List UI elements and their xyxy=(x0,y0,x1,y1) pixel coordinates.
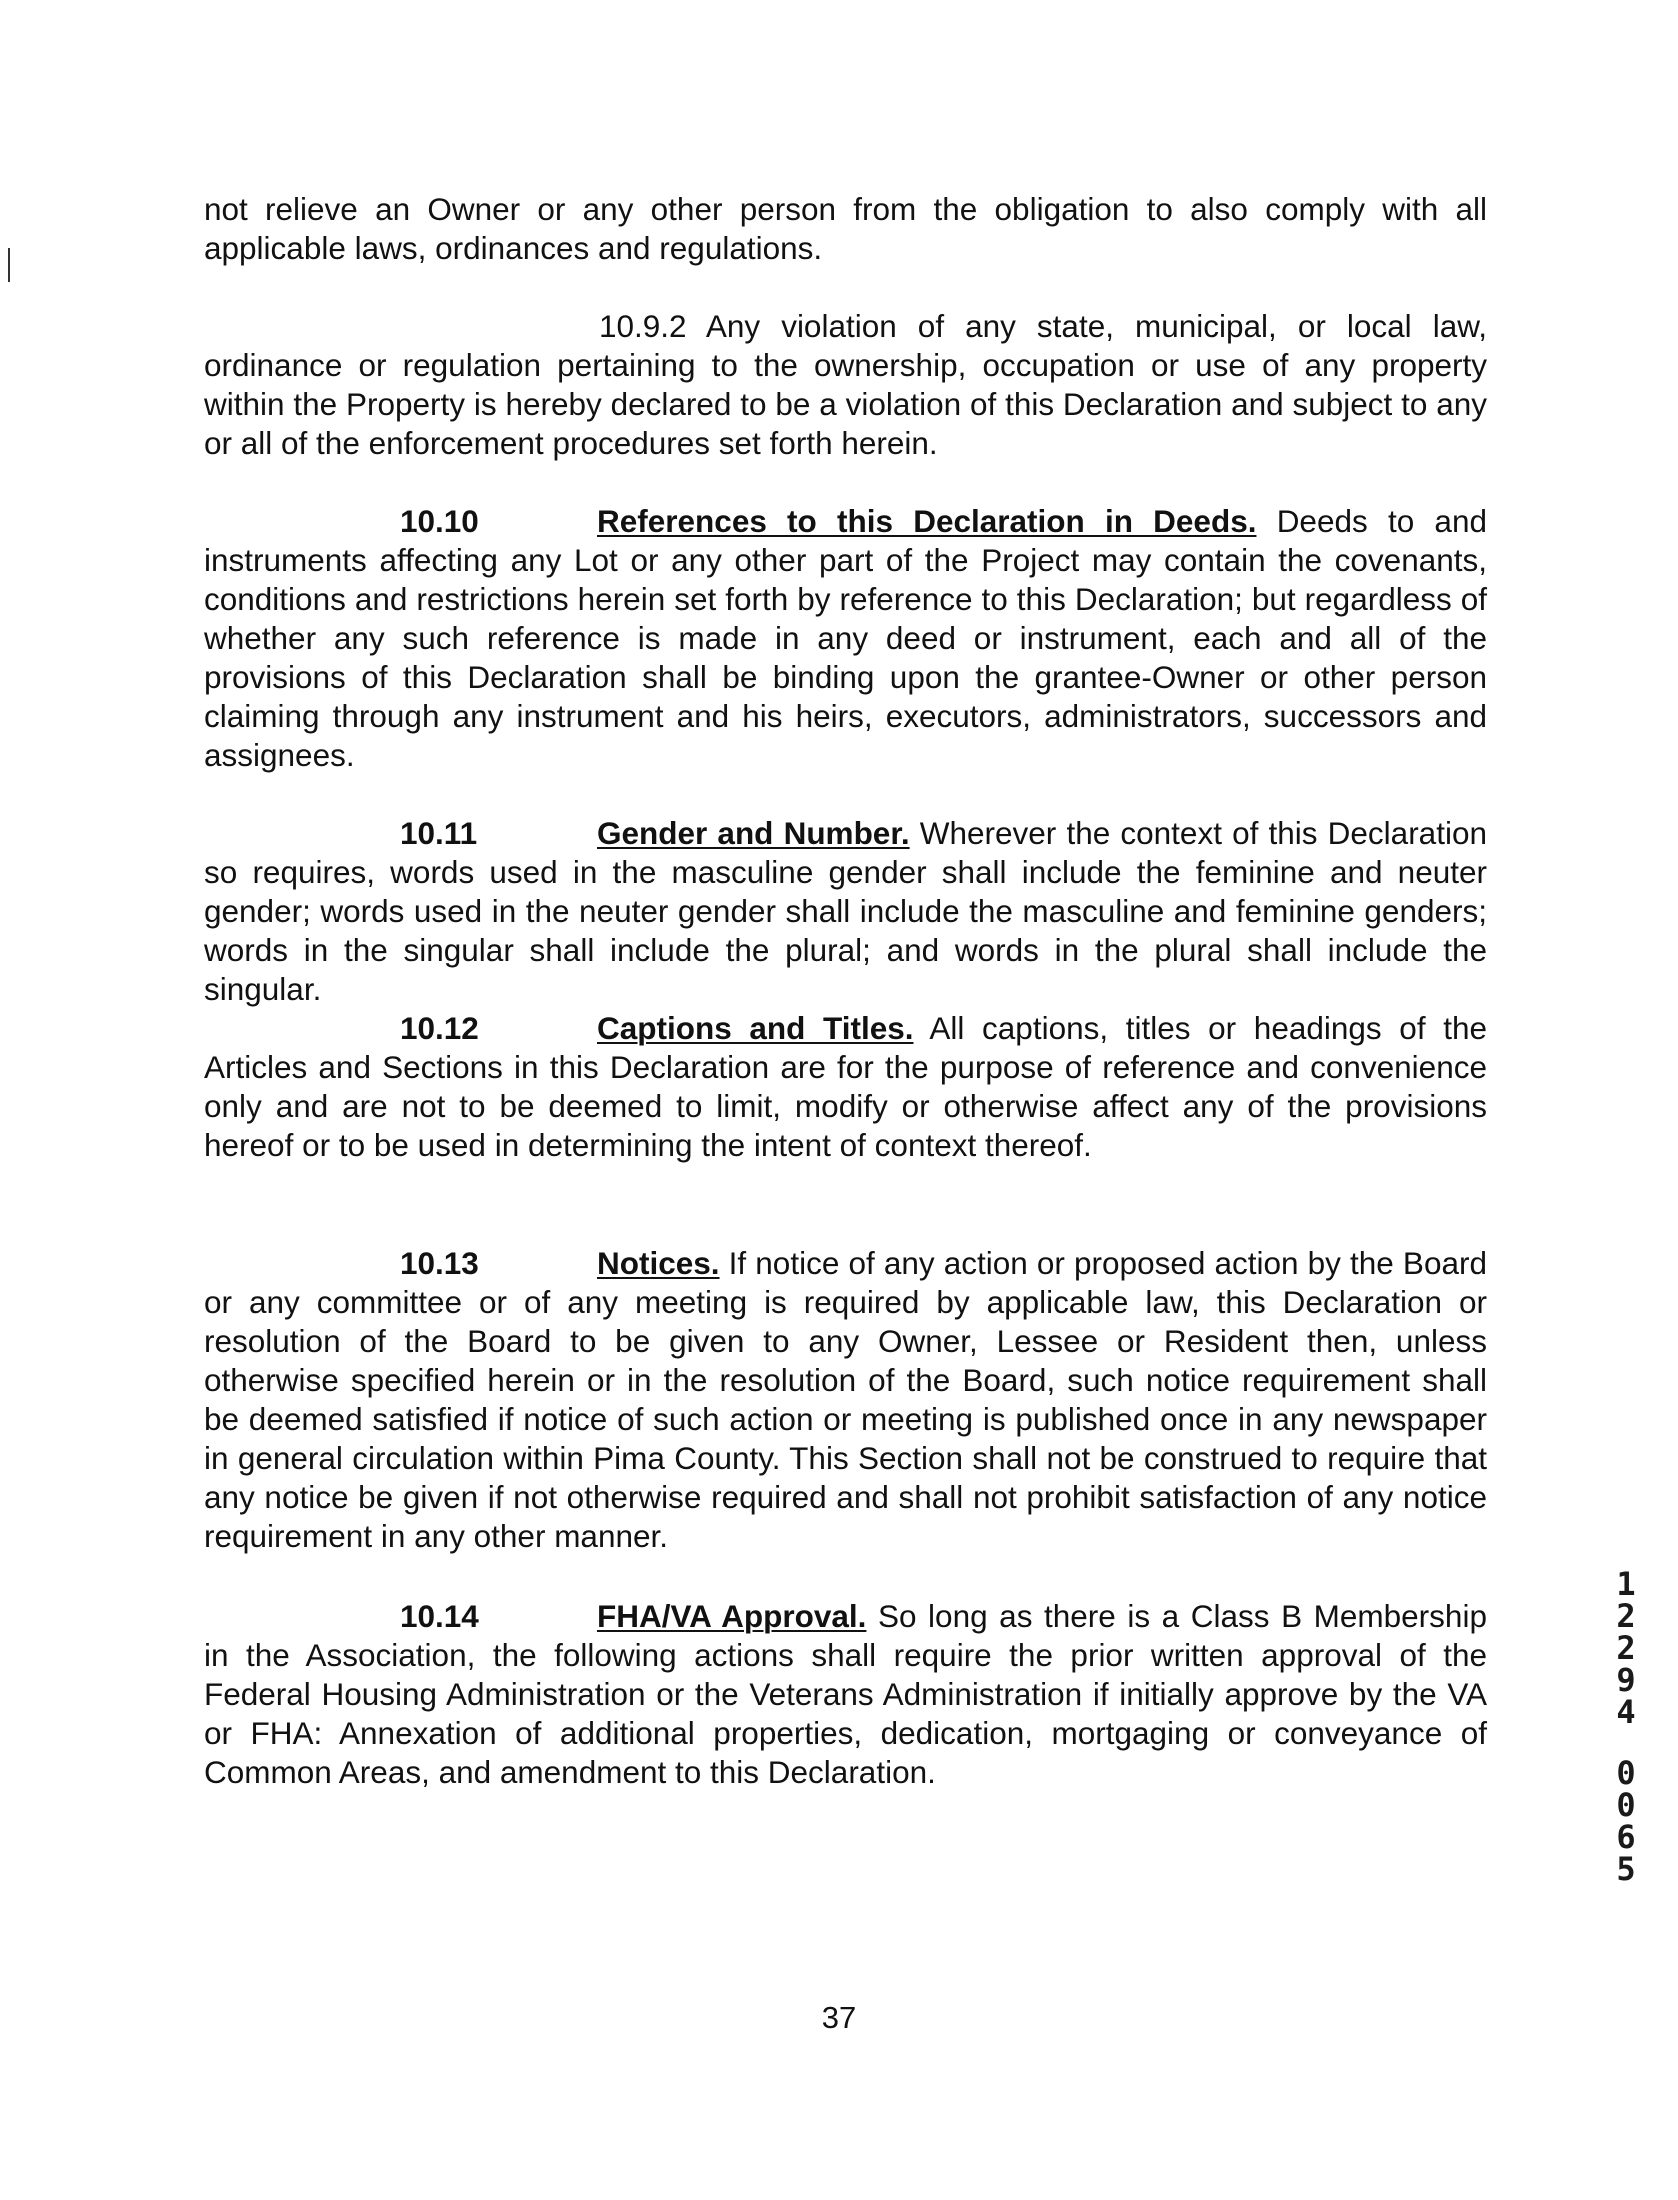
section-title: Captions and Titles. xyxy=(597,1010,914,1046)
scan-artifact-mark xyxy=(8,248,10,282)
section-number: 10.10 xyxy=(400,503,479,539)
stamp-digit: 2 xyxy=(1616,1597,1636,1635)
section-title: References to this Declaration in Deeds. xyxy=(597,503,1257,539)
margin-stamp-group-2 xyxy=(1608,1754,1644,1888)
margin-stamp-group-1 xyxy=(1608,1565,1644,1731)
stamp-digit: 9 xyxy=(1616,1661,1636,1699)
stamp-digit: 6 xyxy=(1616,1818,1636,1856)
section-body: All captions, titles or headings of the Articles and Sections in this Declaration are for the purpose of reference and convenience only and are not to be deemed to limit, modify or otherwise affect any of the provisions hereof or to be used in determining the intent of context thereof. xyxy=(204,1010,1487,1163)
paragraph-10-9-2 xyxy=(204,307,1487,463)
opening-paragraph: not relieve an Owner or any other person from the obligation to also comply with all applicable laws, ordinances and regulations. xyxy=(204,191,1487,266)
section-body: Deeds to and instruments affecting any Lot or any other part of the Project may contain the covenants, conditions and restrictions herein set forth by reference to this Declaration; but regardless of whether any such reference is made in any deed or instrument, each and all of the provisions of this Declaration shall be binding upon the grantee-Owner or other person claiming through any instrument and his heirs, executors, administrators, successors and assignees. xyxy=(204,503,1487,773)
section-number: 10.12 xyxy=(400,1010,479,1046)
section-title: Notices. xyxy=(597,1245,720,1281)
section-10-13 xyxy=(204,1244,1487,1556)
paragraph-10-9-2-text: 10.9.2 Any violation of any state, municipal, or local law, ordinance or regulation pertaining to the ownership, occupation or use of any property within the Property is hereby declared to be a violation of this Declaration and subject to any or all of the enforcement procedures set forth herein. xyxy=(204,308,1487,461)
section-body: If notice of any action or proposed action by the Board or any committee or of any meeting is required by applicable law, this Declaration or resolution of the Board to be given to any Owner, Lessee or Resident then, unless otherwise specified herein or in the resolution of the Board, such notice requirement shall be deemed satisfied if notice of such action or meeting is published once in any newspaper in general circulation within Pima County. This Section shall not be construed to require that any notice be given if not otherwise required and shall not prohibit satisfaction of any notice requirement in any other manner. xyxy=(204,1245,1487,1554)
stamp-digit: 5 xyxy=(1616,1850,1636,1888)
section-body: So long as there is a Class B Membership in the Association, the following actions shall require the prior written approval of the Federal Housing Administration or the Veterans Administration if initially approve by the VA or FHA: Annexation of additional properties, dedication, mortgaging or conveyance of Common Areas, and amendment to this Declaration. xyxy=(204,1598,1487,1790)
section-title: Gender and Number. xyxy=(597,815,910,851)
stamp-digit: 4 xyxy=(1616,1693,1636,1731)
section-title: FHA/VA Approval. xyxy=(597,1598,867,1634)
stamp-digit: 0 xyxy=(1616,1786,1636,1824)
stamp-digit: 0 xyxy=(1616,1754,1636,1792)
stamp-digit: 2 xyxy=(1616,1629,1636,1667)
section-10-12 xyxy=(204,1009,1487,1165)
page-number: 37 xyxy=(821,2000,857,2035)
stamp-digit: 1 xyxy=(1616,1565,1636,1603)
section-number: 10.14 xyxy=(400,1598,479,1634)
section-10-11 xyxy=(204,814,1487,1009)
section-10-14 xyxy=(204,1597,1487,1792)
section-10-10 xyxy=(204,502,1487,775)
section-number: 10.11 xyxy=(400,815,478,851)
section-number: 10.13 xyxy=(400,1245,479,1281)
section-body: Wherever the context of this Declaration so requires, words used in the masculine gender shall include the feminine and neuter gender; words used in the neuter gender shall include the masculine and feminine genders; words in the singular shall include the plural; and words in the plural shall include the singular. xyxy=(204,815,1487,1007)
